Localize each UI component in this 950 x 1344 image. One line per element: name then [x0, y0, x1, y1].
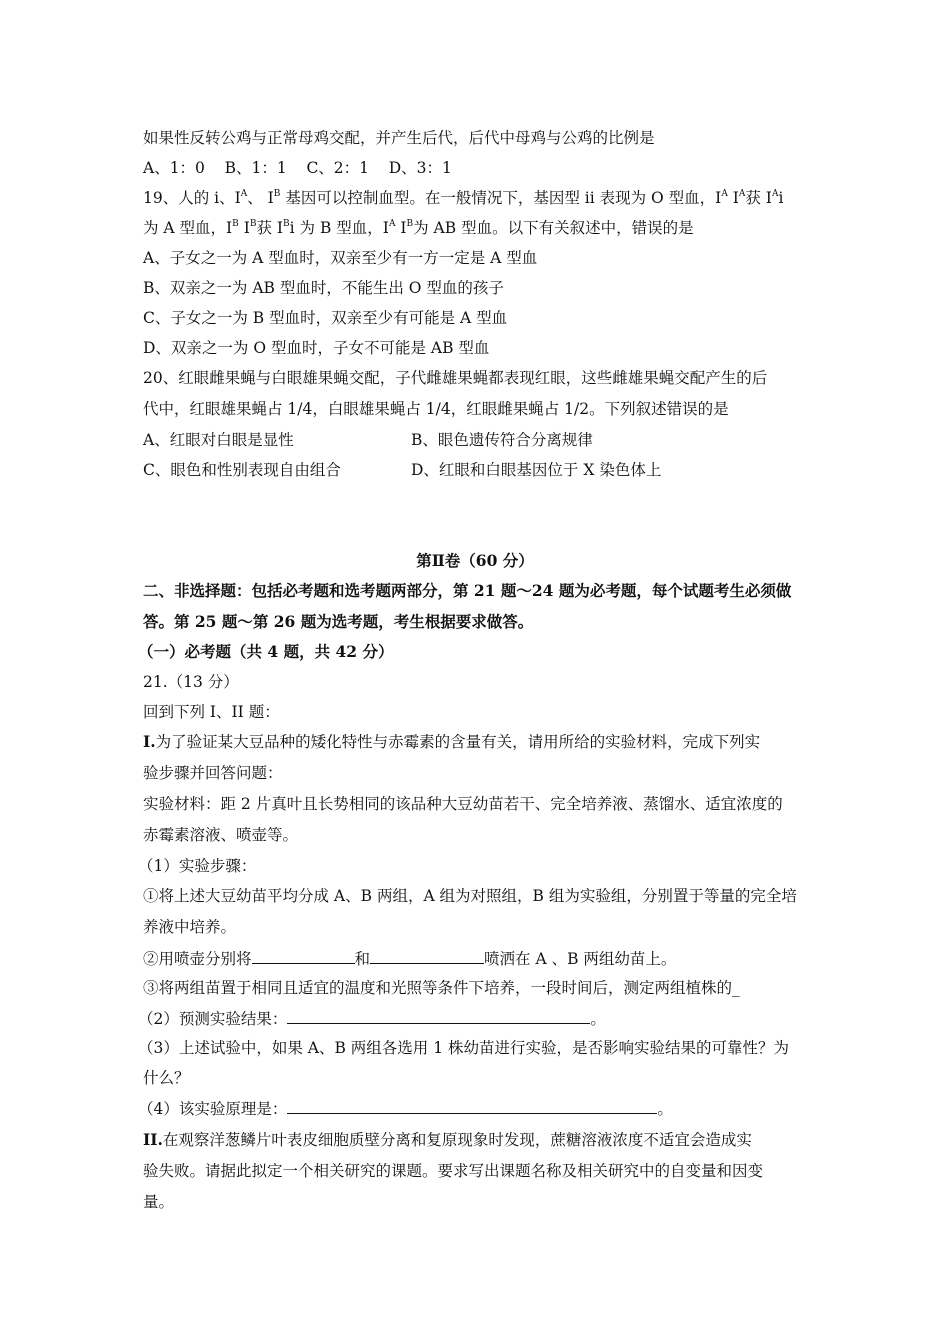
q20-option-a: A、红眼对白眼是显性	[143, 431, 294, 449]
q21-part2-line2: 验失败。请据此拟定一个相关研究的课题。要求写出课题名称及相关研究中的自变量和因变	[143, 1162, 764, 1180]
q21-materials-line2: 赤霉素溶液、喷壶等。	[143, 826, 299, 844]
q18-options: A、1：0 B、1：1 C、2：1 D、3：1	[143, 159, 452, 177]
q21-part1-line2: 验步骤并回答问题：	[143, 764, 283, 782]
answer-blank	[287, 1098, 657, 1114]
q21-sub3-line2: 什么？	[143, 1069, 190, 1087]
q18-stem: 如果性反转公鸡与正常母鸡交配，并产生后代，后代中母鸡与公鸡的比例是	[143, 129, 655, 147]
q21-step1-line2: 养液中培养。	[143, 918, 237, 936]
q19-option-c: C、子女之一为 B 型血时，双亲至少有可能是 A 型血	[143, 309, 508, 327]
q20-option-b: B、眼色遗传符合分离规律	[411, 431, 593, 449]
q21-sub4: （4）该实验原理是： 。	[138, 1100, 673, 1118]
q21-header: 21.（13 分）	[143, 673, 239, 691]
part2-intro-line2: 答。第 25 题～第 26 题为选考题，考生根据要求做答。	[143, 612, 534, 631]
part2-title: 第Ⅱ卷（60 分）	[416, 551, 534, 570]
q21-part1-line1: I.为了验证某大豆品种的矮化特性与赤霉素的含量有关，请用所给的实验材料，完成下列实	[143, 732, 761, 751]
q20-stem-line1: 20、红眼雌果蝇与白眼雄果蝇交配，子代雌雄果蝇都表现红眼，这些雌雄果蝇交配产生的后	[143, 369, 768, 387]
part2-intro-line1: 二、非选择题：包括必考题和选考题两部分，第 21 题～24 题为必考题，每个试题考生必须做	[143, 581, 792, 600]
q20-stem-line2: 代中，红眼雄果蝇占 1/4，白眼雄果蝇占 1/4，红眼雌果蝇占 1/2。下列叙述错误的是	[143, 400, 729, 418]
q21-prompt: 回到下列 I、II 题：	[143, 703, 280, 721]
q19-stem-line1: 19、人的 i、$I^A$、 $I^B$ 基因可以控制血型。在一般情况下，基因型 ii 表现为 O 型血，$I^A$ $I^A$获 $I^Ai$	[143, 189, 784, 207]
q21-step2: ②用喷壶分别将 和 喷洒在 A 、B 两组幼苗上。	[143, 950, 677, 968]
q21-step3: ③将两组苗置于相同且适宜的温度和光照等条件下培养，一段时间后，测定两组植株的_	[143, 979, 740, 997]
q21-part2-line1: II.在观察洋葱鳞片叶表皮细胞质壁分离和复原现象时发现，蔗糖溶液浓度不适宜会造成实	[143, 1130, 752, 1149]
q19-option-a: A、子女之一为 A 型血时，双亲至少有一方一定是 A 型血	[143, 249, 538, 267]
q20-option-c: C、眼色和性别表现自由组合	[143, 461, 341, 479]
q21-sub1-heading: （1）实验步骤：	[138, 857, 257, 875]
answer-blank	[252, 948, 355, 964]
q21-part2-line3: 量。	[143, 1193, 175, 1211]
answer-blank	[370, 948, 484, 964]
q19-option-b: B、双亲之一为 AB 型血时，不能生出 O 型血的孩子	[143, 279, 504, 297]
part2-section-heading: （一）必考题（共 4 题，共 42 分）	[138, 642, 394, 661]
answer-blank	[287, 1008, 590, 1024]
q21-materials-line1: 实验材料：距 2 片真叶且长势相同的该品种大豆幼苗若干、完全培养液、蒸馏水、适宜浓度的	[143, 795, 783, 813]
q21-sub2: （2）预测实验结果： 。	[138, 1010, 606, 1028]
q21-sub3-line1: （3）上述试验中，如果 A、B 两组各选用 1 株幼苗进行实验，是否影响实验结果的可靠性？为	[138, 1039, 790, 1057]
q19-stem-line2: 为 A 型血，$I^B$ $I^B$获 $I^Bi$ 为 B 型血，$I^A$ $I^B$为 AB 型血。以下有关叙述中，错误的是	[143, 219, 694, 237]
q20-option-d: D、红眼和白眼基因位于 X 染色体上	[411, 461, 662, 479]
q21-step1-line1: ①将上述大豆幼苗平均分成 A、B 两组，A 组为对照组，B 组为实验组，分别置于等量的完全培	[143, 887, 797, 905]
q19-option-d: D、双亲之一为 O 型血时，子女不可能是 AB 型血	[143, 339, 490, 357]
